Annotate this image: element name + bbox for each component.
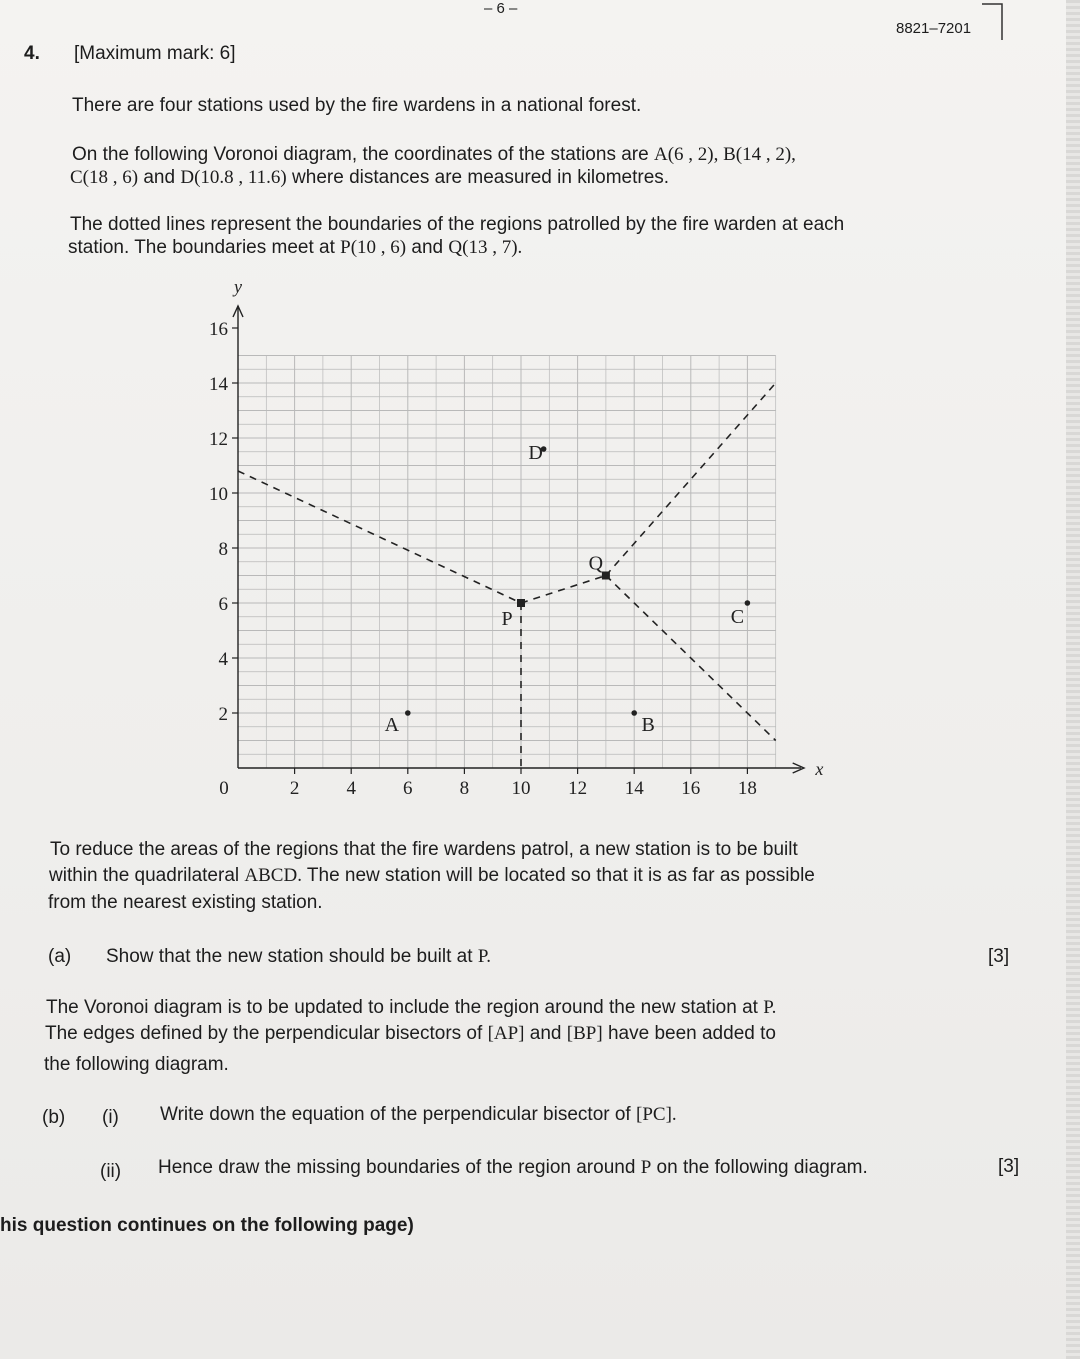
x-tick-label: 12 bbox=[568, 778, 588, 799]
page-edge bbox=[1066, 0, 1080, 1359]
x-tick-label: 16 bbox=[681, 778, 701, 799]
x-tick-label: 8 bbox=[459, 778, 470, 799]
part-bi-text: Write down the equation of the perpendicular bisector of [PC]. bbox=[160, 1104, 677, 1125]
station-a bbox=[405, 710, 411, 716]
part-a-text: Show that the new station should be built at P. bbox=[106, 946, 492, 967]
y-tick-label: 14 bbox=[209, 374, 228, 395]
part-bi-label: (i) bbox=[102, 1107, 119, 1128]
y-tick-label: 16 bbox=[209, 319, 228, 340]
part-b-label: (b) bbox=[42, 1107, 66, 1128]
y-tick-label: 12 bbox=[209, 429, 228, 450]
part-a-label: (a) bbox=[48, 946, 72, 967]
x-tick-label: 18 bbox=[737, 778, 757, 799]
station-c bbox=[745, 600, 751, 606]
stations-line-1: On the following Voronoi diagram, the coordinates of the stations are A(6 , 2), B(14 , 2), bbox=[72, 144, 796, 165]
boundaries-line-2: station. The boundaries meet at P(10 , 6) and Q(13 , 7). bbox=[68, 237, 523, 258]
question-number: 4. bbox=[24, 43, 40, 64]
page-number: – 6 – bbox=[484, 0, 518, 17]
x-tick-label: 6 bbox=[403, 778, 413, 799]
y-tick-label: 4 bbox=[218, 649, 228, 670]
reduce-line-2: within the quadrilateral ABCD. The new station will be located so that it is as far as possible bbox=[49, 865, 815, 886]
point-label-q: Q bbox=[588, 552, 604, 575]
y-tick-label: 10 bbox=[209, 484, 228, 505]
stations-line-2: C(18 , 6) and D(10.8 , 11.6) where distances are measured in kilometres. bbox=[70, 167, 670, 188]
x-tick-label: 4 bbox=[346, 778, 356, 799]
part-a-marks: [3] bbox=[988, 946, 1010, 967]
boundaries-line-1: The dotted lines represent the boundaries of the regions patrolled by the fire warden at each bbox=[70, 214, 845, 235]
y-tick-label: 2 bbox=[218, 704, 228, 725]
voronoi-diagram bbox=[180, 275, 840, 820]
y-tick-label: 8 bbox=[218, 539, 228, 560]
vertex-p bbox=[517, 599, 525, 607]
y-axis-label: y bbox=[234, 276, 242, 297]
continues-footer: his question continues on the following page) bbox=[0, 1215, 414, 1236]
part-bii-text: Hence draw the missing boundaries of the region around P on the following diagram. bbox=[158, 1157, 868, 1178]
coords-a-b: A(6 , 2), B(14 , 2), bbox=[653, 144, 796, 165]
point-label-c: C bbox=[730, 606, 745, 628]
x-tick-label: 10 bbox=[511, 778, 531, 799]
update-line-1: The Voronoi diagram is to be updated to include the region around the new station at P. bbox=[46, 997, 777, 1018]
paper-code: 8821–7201 bbox=[896, 20, 972, 37]
part-bii-label: (ii) bbox=[100, 1161, 122, 1182]
x-axis-label: x bbox=[815, 759, 824, 779]
update-line-3: the following diagram. bbox=[44, 1054, 229, 1075]
point-label-d: D bbox=[528, 442, 543, 464]
reduce-line-3: from the nearest existing station. bbox=[48, 892, 323, 913]
reduce-line-1: To reduce the areas of the regions that the fire wardens patrol, a new station is to be built bbox=[50, 839, 798, 860]
station-b bbox=[631, 710, 637, 716]
y-tick-label: 6 bbox=[218, 594, 228, 615]
grid-lines bbox=[238, 356, 776, 769]
x-tick-label: 14 bbox=[624, 778, 644, 799]
corner-mark bbox=[980, 0, 1010, 50]
part-b-marks: [3] bbox=[998, 1156, 1020, 1177]
x-tick-label: 2 bbox=[289, 778, 300, 799]
intro-paragraph: There are four stations used by the fire wardens in a national forest. bbox=[72, 95, 642, 116]
point-label-a: A bbox=[384, 714, 400, 736]
max-mark: [Maximum mark: 6] bbox=[74, 43, 236, 64]
point-label-b: B bbox=[641, 714, 655, 736]
axes bbox=[209, 276, 823, 799]
x-tick-label: 0 bbox=[219, 778, 229, 799]
point-label-p: P bbox=[501, 608, 513, 630]
update-line-2: The edges defined by the perpendicular bisectors of [AP] and [BP] have been added to bbox=[45, 1023, 776, 1044]
